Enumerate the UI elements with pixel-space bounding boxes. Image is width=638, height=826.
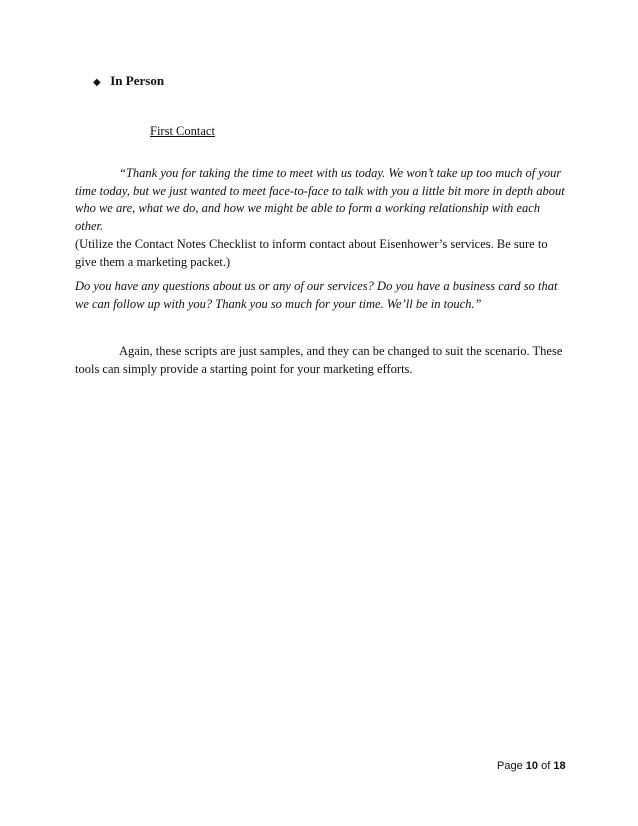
closing-paragraph: Again, these scripts are just samples, and they can be changed to suit the scenario. These tools can simply provide a starting point for your marketing efforts. — [75, 344, 563, 376]
diamond-bullet-icon: ◆ — [93, 77, 101, 88]
section-heading — [93, 73, 164, 89]
footer-of-label: of — [541, 760, 551, 772]
page-footer — [497, 760, 566, 772]
footer-page-label: Page — [497, 760, 523, 772]
script-opening-paragraph: “Thank you for taking the time to meet with us today. We won’t take up too much of your time today, but we just wanted to meet face-to-face to talk with you a little bit more in depth about who we are, what we do, and how we might be able to form a working relationship with each other. — [75, 166, 565, 233]
section-title: In Person — [110, 73, 165, 88]
footer-page-number: 10 — [525, 760, 539, 772]
script-closing-paragraph: Do you have any questions about us or any of our services? Do you have a business card so that we can follow up with you? Thank you so much for your time. We’ll be in touch.” — [75, 279, 558, 311]
subheading-first-contact: First Contact — [150, 124, 215, 138]
footer-page-total: 18 — [553, 760, 566, 772]
instruction-paragraph: (Utilize the Contact Notes Checklist to inform contact about Eisenhower’s services. Be sure to give them a marketing packet.) — [75, 237, 548, 269]
